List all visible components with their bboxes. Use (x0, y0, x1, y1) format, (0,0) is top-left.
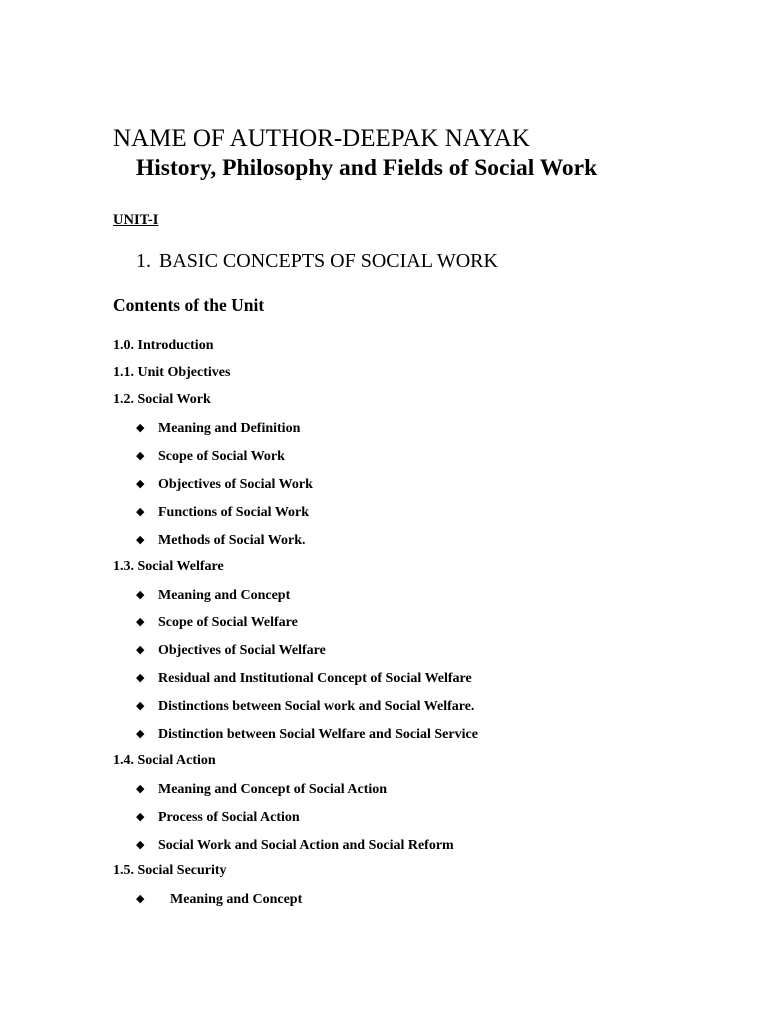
toc-bullet-item (136, 697, 474, 716)
chapter-title: BASIC CONCEPTS OF SOCIAL WORK (159, 250, 498, 272)
toc-bullet-item (136, 725, 478, 744)
toc-section: 1.4. Social Action (113, 753, 216, 768)
toc-section: 1.0. Introduction (113, 338, 214, 353)
toc-bullet-text: Process of Social Action (158, 810, 300, 825)
diamond-bullet-icon: ◆ (136, 505, 145, 518)
toc-bullet-text: Meaning and Concept (170, 892, 303, 907)
toc-bullet-text: Distinctions between Social work and Social Welfare. (158, 699, 475, 714)
diamond-bullet-icon: ◆ (136, 643, 145, 656)
chapter-number: 1. (136, 250, 151, 272)
toc-bullet-item (136, 890, 302, 909)
toc-bullet-item (136, 641, 326, 660)
toc-bullet-text: Meaning and Definition (158, 421, 301, 436)
author-line: NAME OF AUTHOR-DEEPAK NAYAK (113, 125, 530, 152)
toc-bullet-text: Functions of Social Work (158, 505, 310, 520)
diamond-bullet-icon: ◆ (136, 727, 145, 740)
diamond-bullet-icon: ◆ (136, 615, 145, 628)
toc-bullet-text: Scope of Social Welfare (158, 615, 298, 630)
toc-bullet-item (136, 780, 387, 799)
toc-bullet-text: Social Work and Social Action and Social Reform (158, 838, 454, 853)
diamond-bullet-icon: ◆ (136, 449, 145, 462)
toc-section: 1.2. Social Work (113, 392, 211, 407)
diamond-bullet-icon: ◆ (136, 699, 145, 712)
diamond-bullet-icon: ◆ (136, 533, 145, 546)
diamond-bullet-icon: ◆ (136, 421, 145, 434)
diamond-bullet-icon: ◆ (136, 671, 145, 684)
toc-bullet-item (136, 419, 300, 438)
chapter-heading (136, 248, 498, 274)
toc-bullet-item (136, 503, 309, 522)
toc-bullet-text: Residual and Institutional Concept of Social Welfare (158, 671, 472, 686)
diamond-bullet-icon: ◆ (136, 810, 145, 823)
toc-bullet-text: Scope of Social Work (158, 449, 285, 464)
unit-label: UNIT-I (113, 212, 159, 228)
toc-bullet-text: Objectives of Social Work (158, 477, 313, 492)
toc-section: 1.5. Social Security (113, 863, 227, 878)
toc-bullet-text: Methods of Social Work. (158, 533, 306, 548)
toc-bullet-item (136, 808, 300, 827)
book-title: History, Philosophy and Fields of Social Work (136, 155, 598, 181)
toc-bullet-text: Meaning and Concept of Social Action (158, 782, 388, 797)
toc-bullet-text: Distinction between Social Welfare and Social Service (158, 727, 478, 742)
toc-bullet-item (136, 836, 454, 855)
toc-bullet-item (136, 475, 313, 494)
diamond-bullet-icon: ◆ (136, 588, 145, 601)
diamond-bullet-icon: ◆ (136, 782, 145, 795)
toc-bullet-item (136, 613, 298, 632)
toc-bullet-text: Objectives of Social Welfare (158, 643, 326, 658)
toc-bullet-item (136, 669, 472, 688)
contents-heading: Contents of the Unit (113, 295, 265, 315)
toc-section: 1.3. Social Welfare (113, 559, 224, 574)
diamond-bullet-icon: ◆ (136, 477, 145, 490)
diamond-bullet-icon: ◆ (136, 838, 145, 851)
toc-bullet-item (136, 531, 306, 550)
diamond-bullet-icon: ◆ (136, 892, 145, 905)
toc-section: 1.1. Unit Objectives (113, 365, 231, 380)
toc-bullet-item (136, 586, 290, 605)
toc-bullet-item (136, 447, 285, 466)
toc-bullet-text: Meaning and Concept (158, 588, 291, 603)
